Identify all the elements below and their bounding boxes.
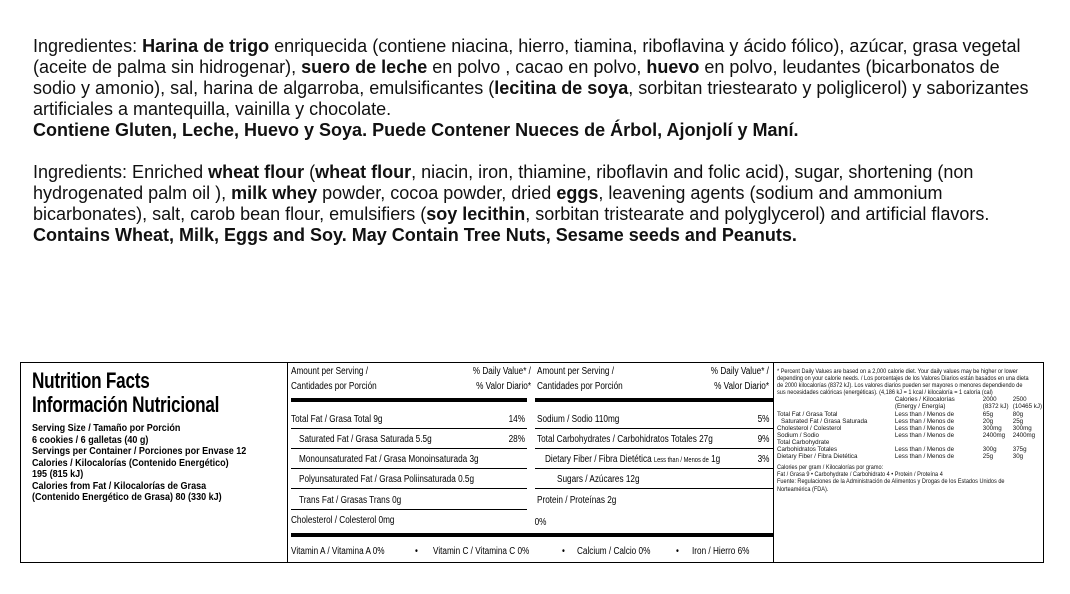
ingredient-text: , sorbitan tristearate and polyglycerol) and artificial flavors. <box>525 204 990 224</box>
ingredient-bold: huevo <box>646 57 700 77</box>
table-row <box>777 432 1042 439</box>
footnote-cell: 300g <box>982 446 997 454</box>
footnote-cell: 300mg <box>1012 424 1032 432</box>
vitamin-a: Vitamin A / Vitamina A 0% <box>291 546 385 557</box>
table-row <box>777 418 1042 425</box>
footnote-cell: 2500 <box>1012 396 1027 404</box>
ingredient-text: ( <box>304 162 316 182</box>
thick-rule <box>535 398 773 402</box>
calories: Calories / Kilocalorías (Contenido Energético) <box>32 456 229 469</box>
servings-per-container: Servings per Container / Porciones por Envase 12 <box>32 445 247 457</box>
ingredient-bold: wheat flour <box>208 162 305 182</box>
row-rule <box>291 468 527 469</box>
header-dv: % Daily Value* / <box>472 366 531 377</box>
serving-info <box>32 423 282 504</box>
footnote-cell: 2400mg <box>982 431 1006 439</box>
header-amount-es: Cantidades por Porción <box>537 381 623 392</box>
nutrition-title-block <box>32 369 282 504</box>
nutrition-title-en: Nutrition Facts <box>32 368 150 393</box>
header-amount: Amount per Serving / <box>537 366 615 377</box>
header-amount-es: Cantidades por Porción <box>291 381 377 392</box>
footnote-cell: 2400mg <box>1012 431 1036 439</box>
footnote-cell: Less than / Menos de <box>894 446 955 454</box>
ingredients-label-es: Ingredientes: <box>33 36 138 56</box>
nutrient-label: Sodium / Sodio 110mg <box>537 414 620 425</box>
table-row <box>777 446 1042 453</box>
footnote-cell: Less than / Menos de <box>894 417 955 425</box>
footnote-cell: 2000 <box>982 396 997 404</box>
header-dv-es: % Valor Diario* <box>476 381 531 392</box>
nutrient-label: Monounsaturated Fat / Grasa Monoinsaturada 3g <box>299 454 479 465</box>
row-rule <box>291 509 527 510</box>
nutrient-dv: 28% <box>508 434 525 445</box>
iron: Iron / Hierro 6% <box>692 546 750 557</box>
footnote-cell: 30g <box>1012 453 1024 461</box>
bullet: • <box>562 546 565 557</box>
nutrient-label: Sugars / Azúcares 12g <box>557 474 640 485</box>
footnote-text: sus necesidades calóricas (energéticas). (4,186 kJ = 1 kcal / kilocaloría = 1 caloría (cal) <box>777 389 993 397</box>
row-rule <box>291 488 527 489</box>
footnote-cell: Cholesterol / Colesterol <box>777 424 842 432</box>
nutrient-dv: 0% <box>534 517 546 528</box>
nutrient-label: Trans Fat / Grasas Trans 0g <box>299 495 402 506</box>
divider <box>287 363 288 562</box>
nutrient-label: Polyunsaturated Fat / Grasa Poliinsaturada 0.5g <box>299 474 475 485</box>
footnote-cell: 25g <box>1012 417 1024 425</box>
footnote-cell: Less than / Menos de <box>894 431 955 439</box>
ingredient-text: , leavening agents (sodium and ammonium bicarbonates), salt, carob bean flour, emulsifiers ( <box>33 183 943 224</box>
table-row <box>777 453 1042 460</box>
footnote-cell: Less than / Menos de <box>894 453 955 461</box>
footnote-text: Fat / Grasa 9 • Carbohydrate / Carbohidrato 4 • Protein / Proteína 4 <box>777 471 943 479</box>
allergen-statement-es: Contiene Gluten, Leche, Huevo y Soya. Puede Contener Nueces de Árbol, Ajonjolí y Maní. <box>33 120 799 140</box>
nutrient-dv: 14% <box>508 414 525 425</box>
nutrient-label: Protein / Proteínas 2g <box>537 495 617 506</box>
ingredient-bold: soy lecithin <box>426 204 526 224</box>
header-dv: % Daily Value* / <box>710 366 769 377</box>
ingredient-text: , niacin, iron, thiamine, riboflavin and folic acid), sugar, shortening (non hydrogenated palm oil ), <box>33 162 974 203</box>
ingredient-text: enriquecida (contiene niacina, hierro, tiamina, riboflavina y ácido fólico), azúcar, grasa vegetal (aceite de palma sin hidrogenar), <box>33 36 1021 77</box>
ingredients-spanish <box>33 36 1043 141</box>
nutrient-dv: 3% <box>757 454 769 465</box>
footnote-cell: Less than / Menos de <box>894 410 955 418</box>
row-rule <box>535 428 773 429</box>
allergen-statement-en: Contains Wheat, Milk, Eggs and Soy. May Contain Tree Nuts, Sesame seeds and Peanuts. <box>33 225 797 245</box>
calories-from-fat-value: (Contenido Energético de Grasa) 80 (330 kJ) <box>32 491 222 503</box>
footnote-cell: 20g <box>982 417 994 425</box>
calories-value: 195 (815 kJ) <box>32 468 84 480</box>
nutrient-label: Total Carbohydrates / Carbohidratos Totales 27g <box>537 434 713 445</box>
daily-value-table <box>777 396 1042 460</box>
footnote-cell: 375g <box>1012 446 1027 454</box>
footnote-cell: (8372 kJ) <box>982 403 1009 411</box>
divider <box>773 363 774 562</box>
bullet: • <box>415 546 418 557</box>
ingredient-bold: wheat flour <box>315 162 412 182</box>
serving-size: Serving Size / Tamaño por Porción <box>32 422 181 434</box>
row-rule <box>291 448 527 449</box>
fiber-label: Dietary Fiber / Fibra Dietética <box>545 454 652 465</box>
row-rule <box>535 488 773 489</box>
row-rule <box>535 468 773 469</box>
footnote-text: Norteamérica (FDA). <box>777 485 829 493</box>
bullet: • <box>676 546 679 557</box>
ingredients-english-text <box>33 162 1043 225</box>
table-row <box>777 411 1042 418</box>
nutrient-label: Total Fat / Grasa Total 9g <box>291 414 383 425</box>
footnote-text: depending on your calorie needs. / Los porcentajes de los Valores Diarios están basados en una dieta <box>777 375 1029 383</box>
footnote-cell: Dietary Fiber / Fibra Dietética <box>777 453 858 461</box>
ingredient-bold: milk whey <box>231 183 318 203</box>
footnote-cell: Carbohidratos Totales <box>777 446 838 454</box>
nutrient-label <box>545 454 720 466</box>
ingredient-text: powder, cocoa powder, dried <box>317 183 557 203</box>
footnote-cell: Sodium / Sodio <box>777 431 819 439</box>
nutrient-label: Cholesterol / Colesterol 0mg <box>291 515 395 526</box>
footnote-cell: Total Carbohydrate <box>777 438 830 446</box>
table-row <box>777 396 1042 403</box>
footnote-text: de 2000 kilocalorías (8372 kJ). Los valores diarios pueden ser mayores o menores dependiendo de <box>777 382 1023 390</box>
ingredient-text: , sorbitan triestearato y poliglicerol) y saborizantes artificiales a mantequilla, vainilla y chocolate. <box>33 78 1029 119</box>
nutrition-facts-panel <box>20 362 1044 563</box>
ingredient-bold: Harina de trigo <box>142 36 270 56</box>
ingredient-bold: suero de leche <box>301 57 428 77</box>
footnote-cell: 25g <box>982 453 994 461</box>
daily-value-footnote <box>777 368 1042 493</box>
table-row <box>777 425 1042 432</box>
row-rule <box>291 428 527 429</box>
footnote-cell: Saturated Fat / Grasa Saturada <box>781 417 868 425</box>
footnote-cell: 80g <box>1012 410 1024 418</box>
ingredient-text: en polvo, leudantes (bicarbonatos de sodio y amonio), sal, harina de algarroba, emulsificantes ( <box>33 57 1000 98</box>
header-dv-es: % Valor Diario* <box>714 381 769 392</box>
footnote-text: Calories per gram / Kilocalorías por gramo: <box>777 464 884 472</box>
nutrition-title-es: Información Nutricional <box>32 392 220 417</box>
ingredient-text: en polvo , cacao en polvo, <box>427 57 647 77</box>
nutrient-grid <box>291 363 773 562</box>
footnote-cell: Calories / Kilocalorías <box>894 396 955 404</box>
ingredients-label-en: Ingredients: Enriched <box>33 162 209 182</box>
footnote-cell: 65g <box>982 410 994 418</box>
table-row <box>777 403 1042 410</box>
ingredient-bold: eggs <box>556 183 599 203</box>
footnote-cell: 300mg <box>982 424 1002 432</box>
fiber-amount: 1g <box>708 454 721 465</box>
footnote-text: Fuente: Regulaciones de la Administración de Alimentos y Drogas de los Estados Unidos de <box>777 478 1005 486</box>
footnote-cell: Total Fat / Grasa Total <box>777 410 838 418</box>
table-row <box>777 439 1042 446</box>
nutrient-dv: 5% <box>757 414 769 425</box>
thick-rule <box>291 398 527 402</box>
ingredients-spanish-text <box>33 36 1043 120</box>
fiber-less-than: Less than / Menos de <box>653 457 709 464</box>
ingredients-english <box>33 162 1043 246</box>
serving-amount: 6 cookies / 6 galletas (40 g) <box>32 433 149 446</box>
footnote-text: * Percent Daily Values are based on a 2,000 calorie diet. Your daily values may be higher or lower <box>777 368 1018 375</box>
row-rule <box>535 448 773 449</box>
calcium: Calcium / Calcio 0% <box>577 546 651 557</box>
footnote-cell: (10465 kJ) <box>1012 403 1042 411</box>
nutrient-label: Saturated Fat / Grasa Saturada 5.5g <box>299 434 432 445</box>
footnote-cell: Less than / Menos de <box>894 424 955 432</box>
thick-rule <box>291 533 773 537</box>
vitamin-c: Vitamin C / Vitamina C 0% <box>433 546 530 557</box>
calories-from-fat: Calories from Fat / Kilocalorías de Grasa <box>32 479 207 492</box>
header-amount: Amount per Serving / <box>291 366 369 377</box>
ingredient-bold: lecitina de soya <box>494 78 629 98</box>
footnote-cell: (Energy / Energía) <box>894 403 946 411</box>
nutrient-dv: 9% <box>757 434 769 445</box>
